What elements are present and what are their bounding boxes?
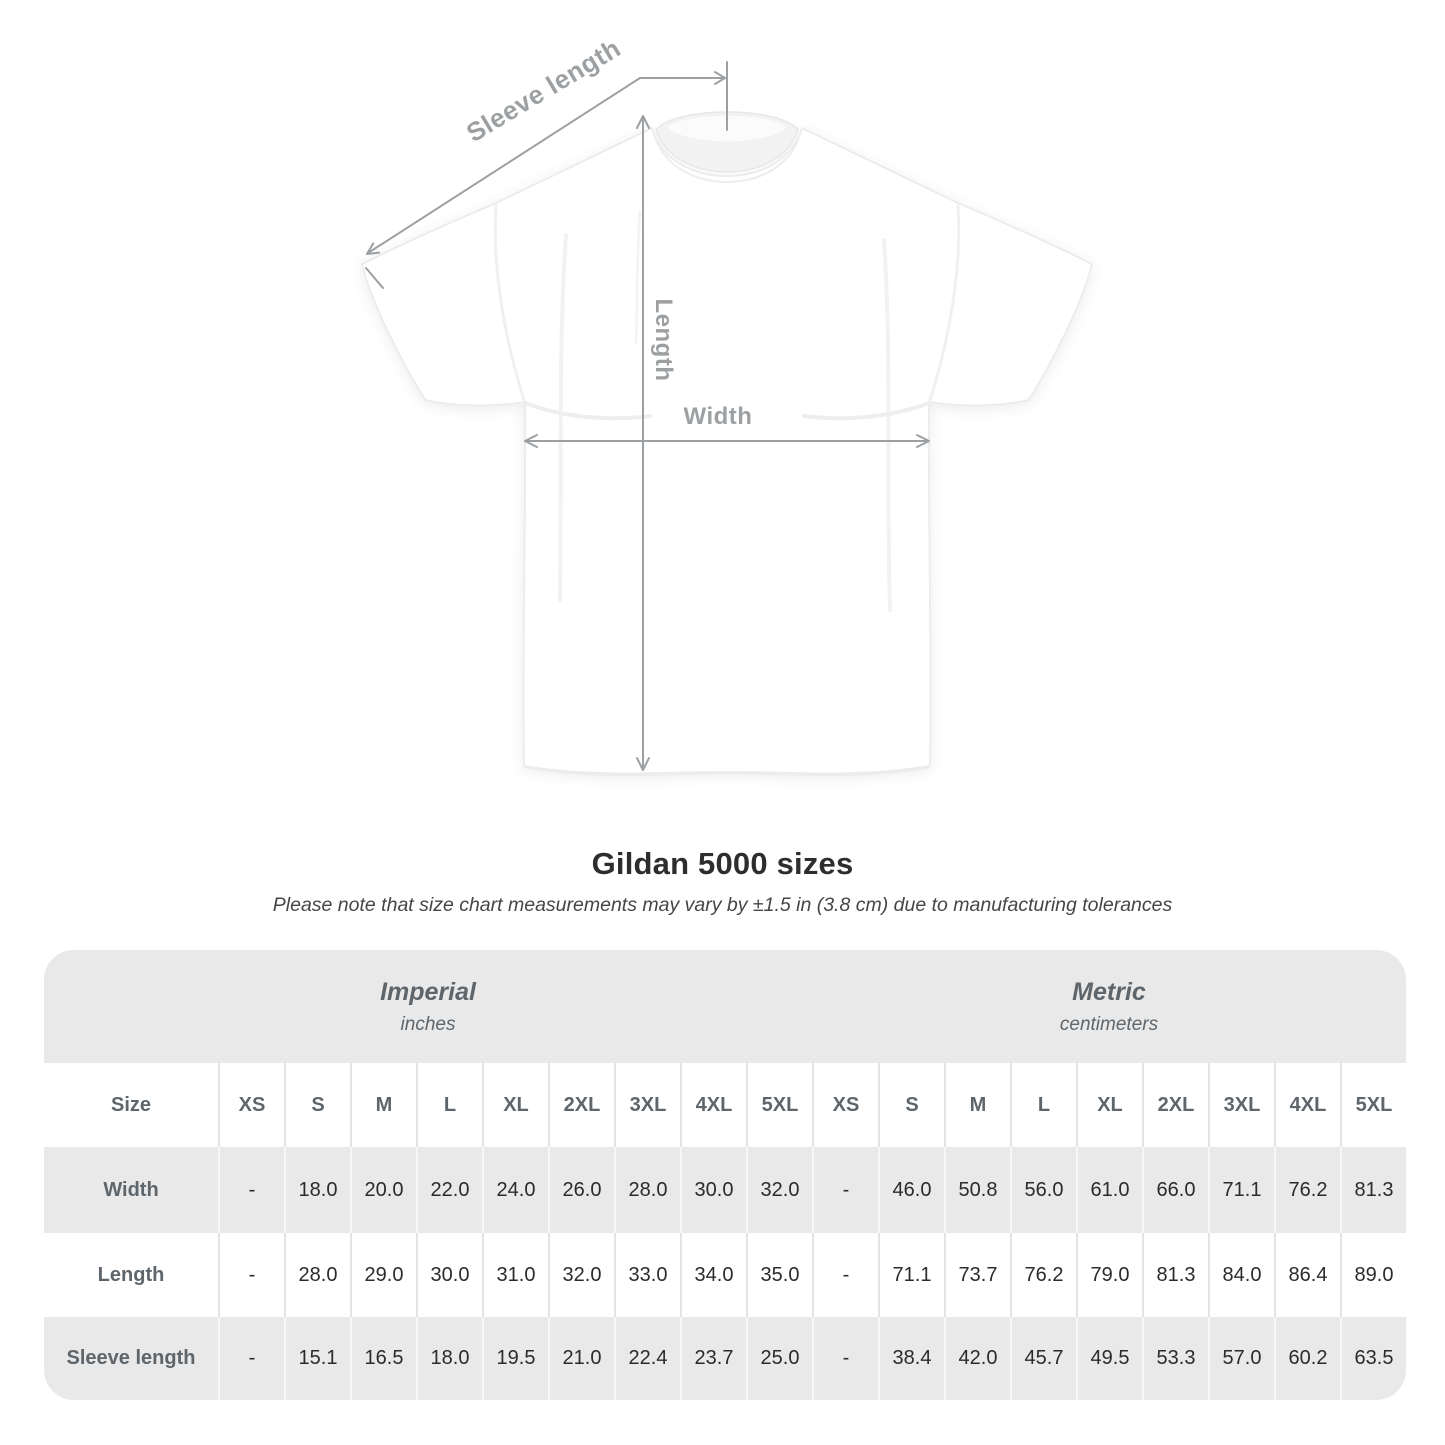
value-cell: - — [812, 1233, 878, 1317]
length-label: Length — [650, 298, 677, 382]
size-column-header: Size — [44, 1063, 218, 1147]
value-cell: 38.4 — [878, 1317, 944, 1400]
value-cell: 71.1 — [878, 1233, 944, 1317]
value-cell: 60.2 — [1274, 1317, 1340, 1400]
value-cell: 24.0 — [482, 1147, 548, 1233]
value-cell: 22.4 — [614, 1317, 680, 1400]
value-cell: 50.8 — [944, 1147, 1010, 1233]
value-cell: 23.7 — [680, 1317, 746, 1400]
value-cell: 57.0 — [1208, 1317, 1274, 1400]
value-cell: 32.0 — [548, 1233, 614, 1317]
value-cell: 34.0 — [680, 1233, 746, 1317]
value-cell: 21.0 — [548, 1317, 614, 1400]
value-cell: 33.0 — [614, 1233, 680, 1317]
value-cell: - — [812, 1317, 878, 1400]
size-header-cell: XS — [218, 1063, 284, 1147]
metric-header-group — [812, 950, 1406, 1063]
value-cell: 19.5 — [482, 1317, 548, 1400]
value-cell: 49.5 — [1076, 1317, 1142, 1400]
value-cell: 56.0 — [1010, 1147, 1076, 1233]
size-chart-table — [44, 950, 1406, 1400]
value-cell: 63.5 — [1340, 1317, 1406, 1400]
size-header-cell: S — [878, 1063, 944, 1147]
value-cell: 18.0 — [416, 1317, 482, 1400]
size-header-cell: 3XL — [614, 1063, 680, 1147]
size-header-cell: 3XL — [1208, 1063, 1274, 1147]
size-header-cell: M — [944, 1063, 1010, 1147]
value-cell: - — [218, 1317, 284, 1400]
value-cell: 30.0 — [416, 1233, 482, 1317]
value-cell: 61.0 — [1076, 1147, 1142, 1233]
value-cell: 76.2 — [1010, 1233, 1076, 1317]
row-label: Width — [44, 1147, 218, 1233]
size-header-cell: 4XL — [680, 1063, 746, 1147]
tshirt-graphic — [362, 128, 1092, 774]
value-cell: 29.0 — [350, 1233, 416, 1317]
value-cell: 53.3 — [1142, 1317, 1208, 1400]
value-cell: 66.0 — [1142, 1147, 1208, 1233]
size-header-cell: 2XL — [1142, 1063, 1208, 1147]
value-cell: 18.0 — [284, 1147, 350, 1233]
value-cell: 71.1 — [1208, 1147, 1274, 1233]
size-header-cell: XL — [1076, 1063, 1142, 1147]
value-cell: 42.0 — [944, 1317, 1010, 1400]
value-cell: 20.0 — [350, 1147, 416, 1233]
value-cell: - — [812, 1147, 878, 1233]
size-header-cell: XL — [482, 1063, 548, 1147]
size-header-cell: 5XL — [1340, 1063, 1406, 1147]
value-cell: - — [218, 1233, 284, 1317]
tolerance-note: Please note that size chart measurements may vary by ±1.5 in (3.8 cm) due to manufacturing tolerances — [272, 894, 1173, 916]
size-header-cell: L — [1010, 1063, 1076, 1147]
value-cell: 46.0 — [878, 1147, 944, 1233]
value-cell: 81.3 — [1340, 1147, 1406, 1233]
row-label: Sleeve length — [44, 1317, 218, 1400]
value-cell: 81.3 — [1142, 1233, 1208, 1317]
value-cell: 25.0 — [746, 1317, 812, 1400]
value-cell: 73.7 — [944, 1233, 1010, 1317]
unit-header-band — [44, 950, 1406, 1063]
size-header-cell: 2XL — [548, 1063, 614, 1147]
value-cell: 28.0 — [614, 1147, 680, 1233]
metric-header: Metric — [1072, 977, 1146, 1006]
value-cell: 16.5 — [350, 1317, 416, 1400]
value-cell: 89.0 — [1340, 1233, 1406, 1317]
value-cell: 32.0 — [746, 1147, 812, 1233]
value-cell: 86.4 — [1274, 1233, 1340, 1317]
value-cell: 79.0 — [1076, 1233, 1142, 1317]
value-cell: 30.0 — [680, 1147, 746, 1233]
imperial-unit-label: inches — [400, 1013, 456, 1035]
size-header-cell: XS — [812, 1063, 878, 1147]
row-label: Length — [44, 1233, 218, 1317]
value-cell: 22.0 — [416, 1147, 482, 1233]
value-cell: 45.7 — [1010, 1317, 1076, 1400]
value-cell: 15.1 — [284, 1317, 350, 1400]
size-chart-grid — [44, 1063, 1406, 1400]
value-cell: 28.0 — [284, 1233, 350, 1317]
value-cell: 26.0 — [548, 1147, 614, 1233]
metric-unit-label: centimeters — [1059, 1013, 1159, 1035]
size-header-cell: 5XL — [746, 1063, 812, 1147]
value-cell: 31.0 — [482, 1233, 548, 1317]
value-cell: 35.0 — [746, 1233, 812, 1317]
page-title: Gildan 5000 sizes — [591, 846, 854, 881]
imperial-header: Imperial — [380, 977, 476, 1006]
size-header-cell: L — [416, 1063, 482, 1147]
value-cell: 84.0 — [1208, 1233, 1274, 1317]
size-header-cell: M — [350, 1063, 416, 1147]
value-cell: 76.2 — [1274, 1147, 1340, 1233]
size-header-cell: 4XL — [1274, 1063, 1340, 1147]
imperial-header-group — [44, 950, 812, 1063]
width-label: Width — [683, 403, 753, 430]
value-cell: - — [218, 1147, 284, 1233]
size-header-cell: S — [284, 1063, 350, 1147]
sleeve-length-label: Sleeve length — [461, 32, 626, 148]
